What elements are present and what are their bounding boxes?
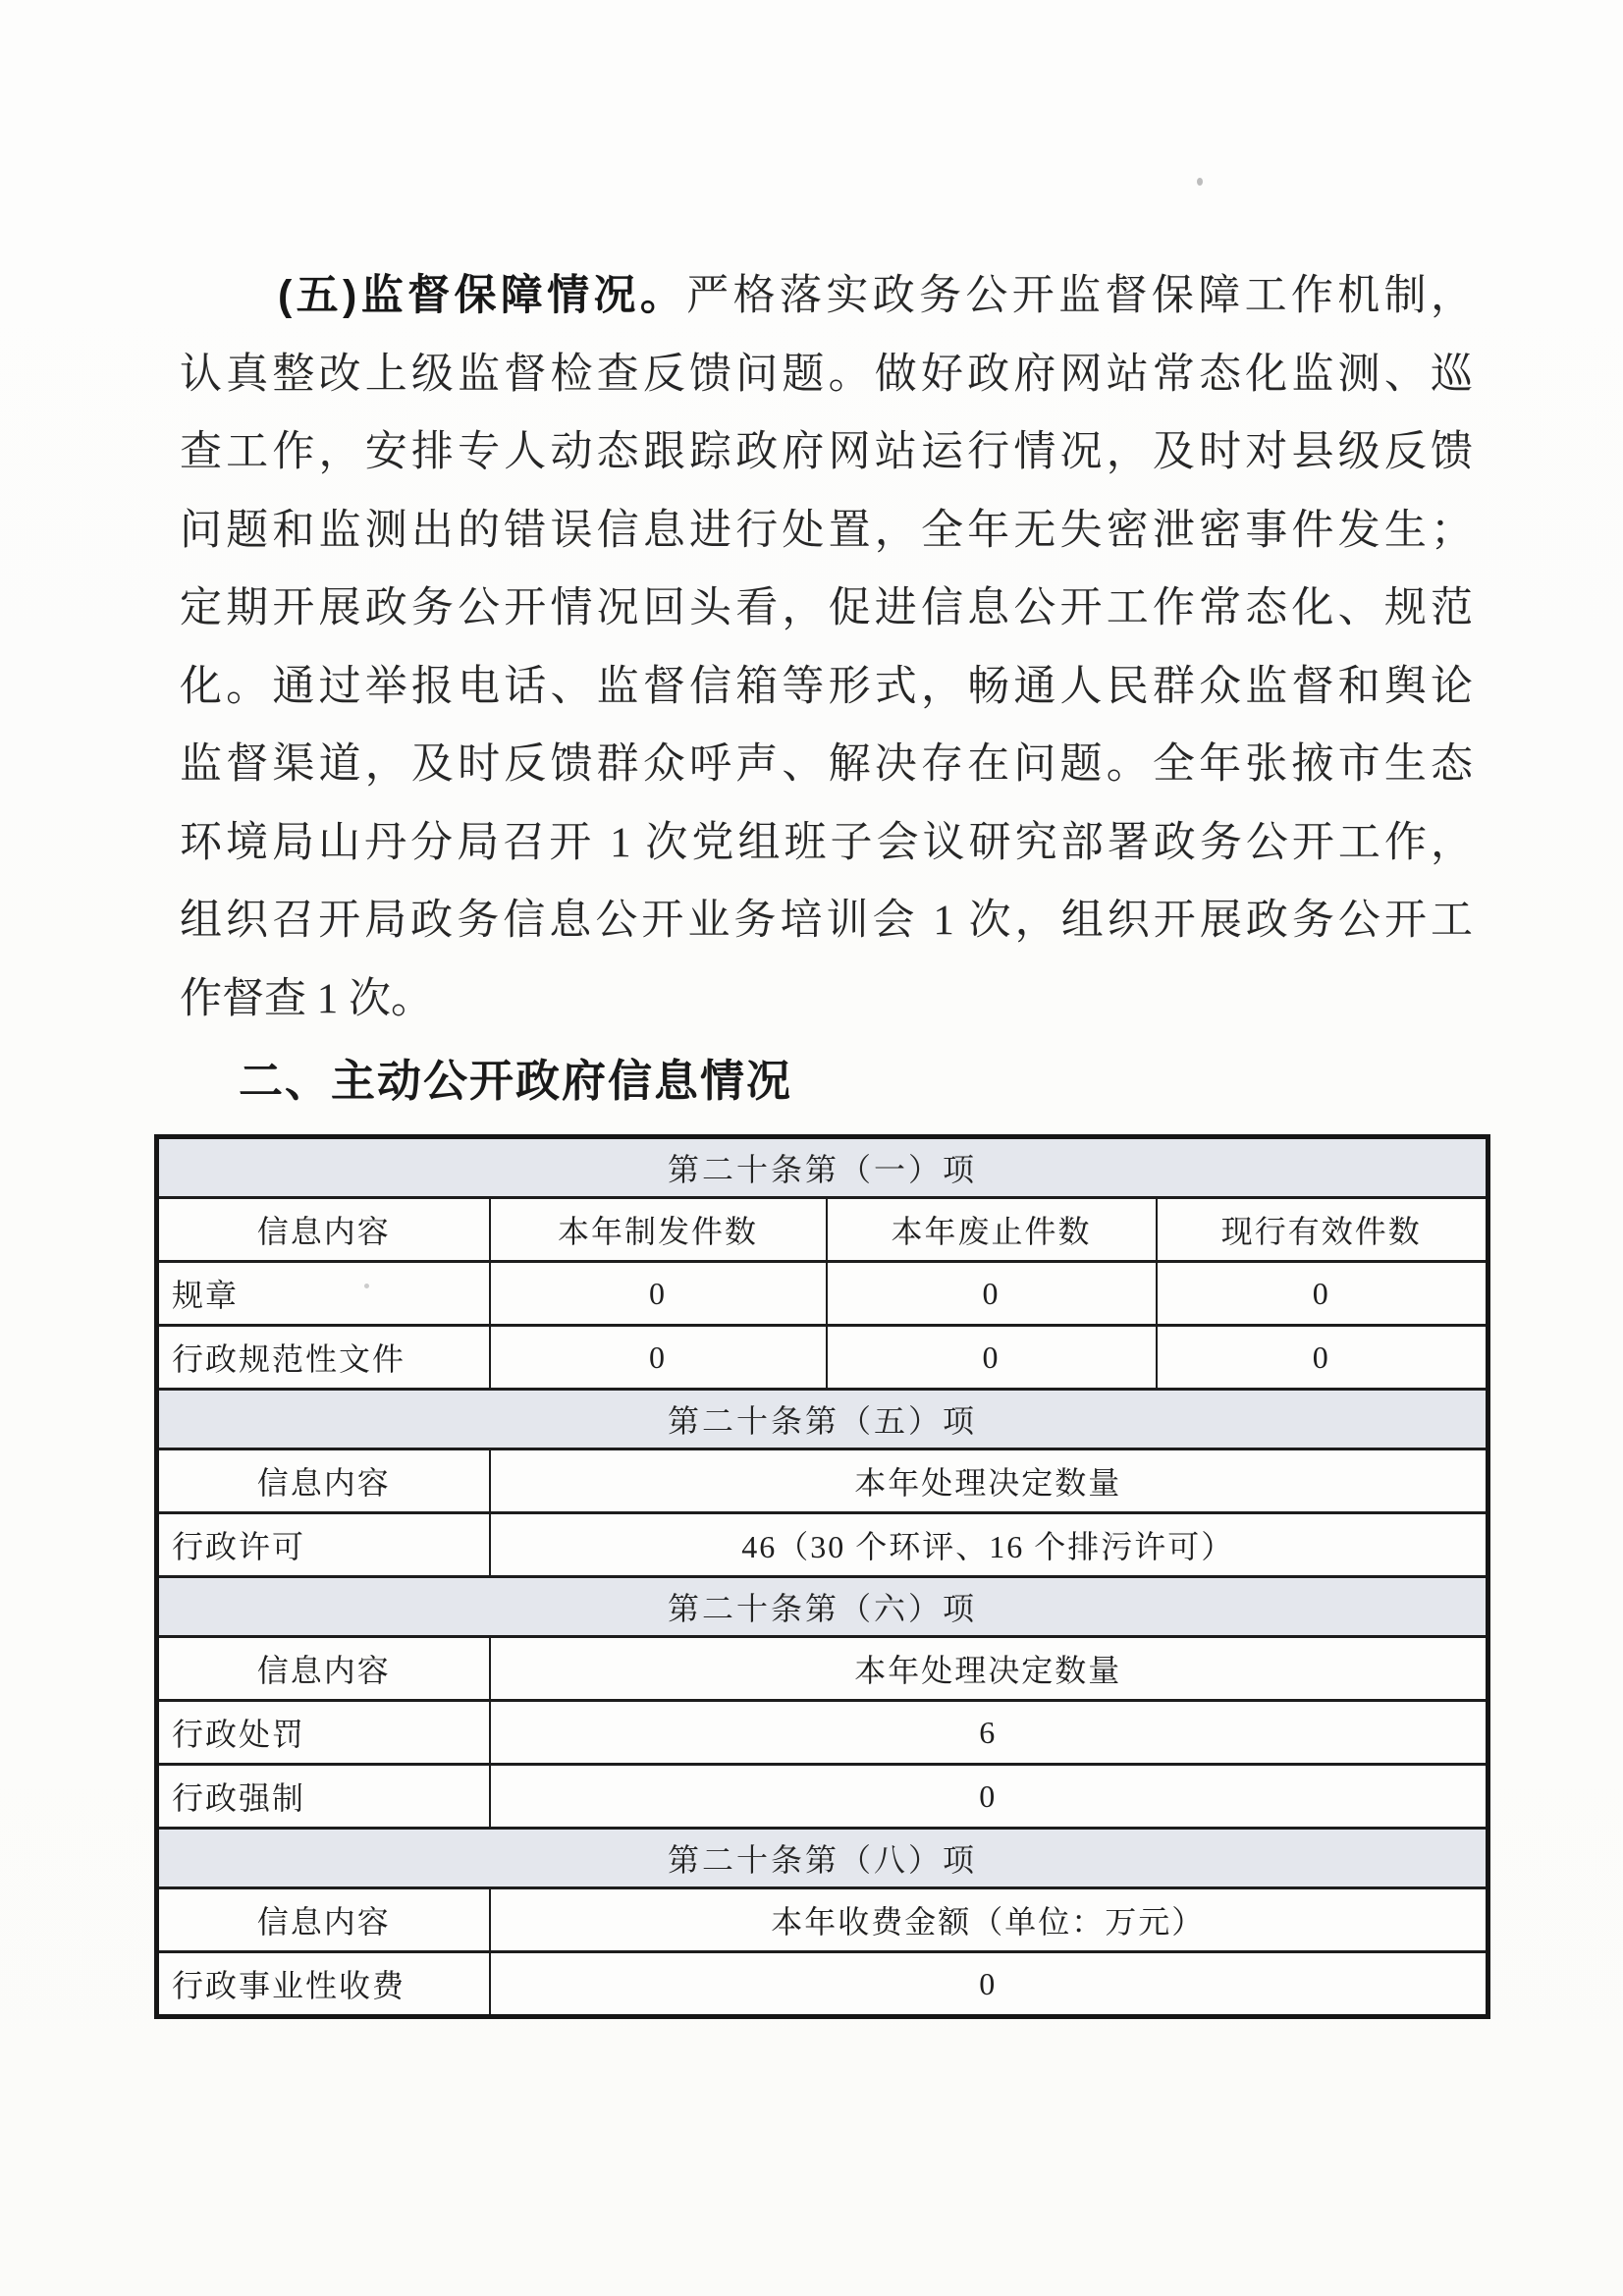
column-header: 本年处理决定数量 (490, 1449, 1488, 1513)
cell-value: 0 (827, 1326, 1157, 1390)
table-row (157, 1449, 1488, 1513)
table-section-band: 第二十条第（五）项 (157, 1390, 1488, 1449)
paragraph-line: 组织召开局政务信息公开业务培训会 1 次，组织开展政务公开工 (180, 898, 1473, 944)
paragraph-supervision (180, 257, 1473, 1038)
row-label: 行政规范性文件 (157, 1326, 490, 1390)
table-row (157, 1326, 1488, 1390)
table-row (157, 1577, 1488, 1637)
paragraph-line (180, 257, 1473, 336)
cell-value: 0 (827, 1262, 1157, 1326)
scan-speck (1197, 178, 1203, 186)
cell-value: 0 (490, 1765, 1488, 1829)
row-label: 行政事业性收费 (157, 1952, 490, 2017)
column-header: 信息内容 (157, 1637, 490, 1701)
table-row (157, 1952, 1488, 2017)
table-section-band: 第二十条第（八）项 (157, 1829, 1488, 1888)
table-row (157, 1829, 1488, 1888)
table-section-band: 第二十条第（六）项 (157, 1577, 1488, 1637)
paragraph-line-text: 严格落实政务公开监督保障工作机制， (686, 273, 1474, 319)
column-header: 本年收费金额（单位：万元） (490, 1888, 1488, 1952)
paragraph-line: 化。通过举报电话、监督信箱等形式，畅通人民群众监督和舆论 (180, 663, 1473, 710)
table-section-band: 第二十条第（一）项 (157, 1137, 1488, 1198)
column-header: 本年废止件数 (827, 1198, 1157, 1262)
cell-value: 6 (490, 1701, 1488, 1765)
table-row (157, 1765, 1488, 1829)
cell-value: 46（30 个环评、16 个排污许可） (490, 1513, 1488, 1577)
table-row (157, 1888, 1488, 1952)
paragraph-line: 定期开展政务公开情况回头看，促进信息公开工作常态化、规范 (180, 585, 1473, 631)
table-row (157, 1198, 1488, 1262)
column-header: 现行有效件数 (1157, 1198, 1488, 1262)
info-disclosure-table (154, 1134, 1490, 2019)
table-row (157, 1701, 1488, 1765)
paragraph-line: 认真整改上级监督检查反馈问题。做好政府网站常态化监测、巡 (180, 351, 1473, 398)
table-row (157, 1262, 1488, 1326)
row-label: 规章 (157, 1262, 490, 1326)
paragraph-line: 监督渠道，及时反馈群众呼声、解决存在问题。全年张掖市生态 (180, 741, 1473, 788)
row-label: 行政处罚 (157, 1701, 490, 1765)
table-row (157, 1637, 1488, 1701)
paragraph-line: 查工作，安排专人动态跟踪政府网站运行情况，及时对县级反馈 (180, 429, 1473, 475)
cell-value: 0 (1157, 1326, 1488, 1390)
row-label: 行政许可 (157, 1513, 490, 1577)
scan-speck (364, 1284, 369, 1288)
table-row (157, 1137, 1488, 1198)
cell-value: 0 (490, 1262, 827, 1326)
paragraph-line: 作督查 1 次。 (180, 975, 433, 1022)
paragraph-lead-bold: (五)监督保障情况。 (278, 272, 687, 319)
row-label: 行政强制 (157, 1765, 490, 1829)
column-header: 本年处理决定数量 (490, 1637, 1488, 1701)
cell-value: 0 (1157, 1262, 1488, 1326)
table-row (157, 1513, 1488, 1577)
column-header: 信息内容 (157, 1888, 490, 1952)
column-header: 本年制发件数 (490, 1198, 827, 1262)
cell-value: 0 (490, 1326, 827, 1390)
table-row (157, 1390, 1488, 1449)
column-header: 信息内容 (157, 1198, 490, 1262)
section-heading: 二、主动公开政府信息情况 (239, 1056, 793, 1106)
paragraph-line: 问题和监测出的错误信息进行处置，全年无失密泄密事件发生； (180, 507, 1473, 554)
cell-value: 0 (490, 1952, 1488, 2017)
paragraph-line: 环境局山丹分局召开 1 次党组班子会议研究部署政务公开工作， (180, 819, 1473, 866)
column-header: 信息内容 (157, 1449, 490, 1513)
